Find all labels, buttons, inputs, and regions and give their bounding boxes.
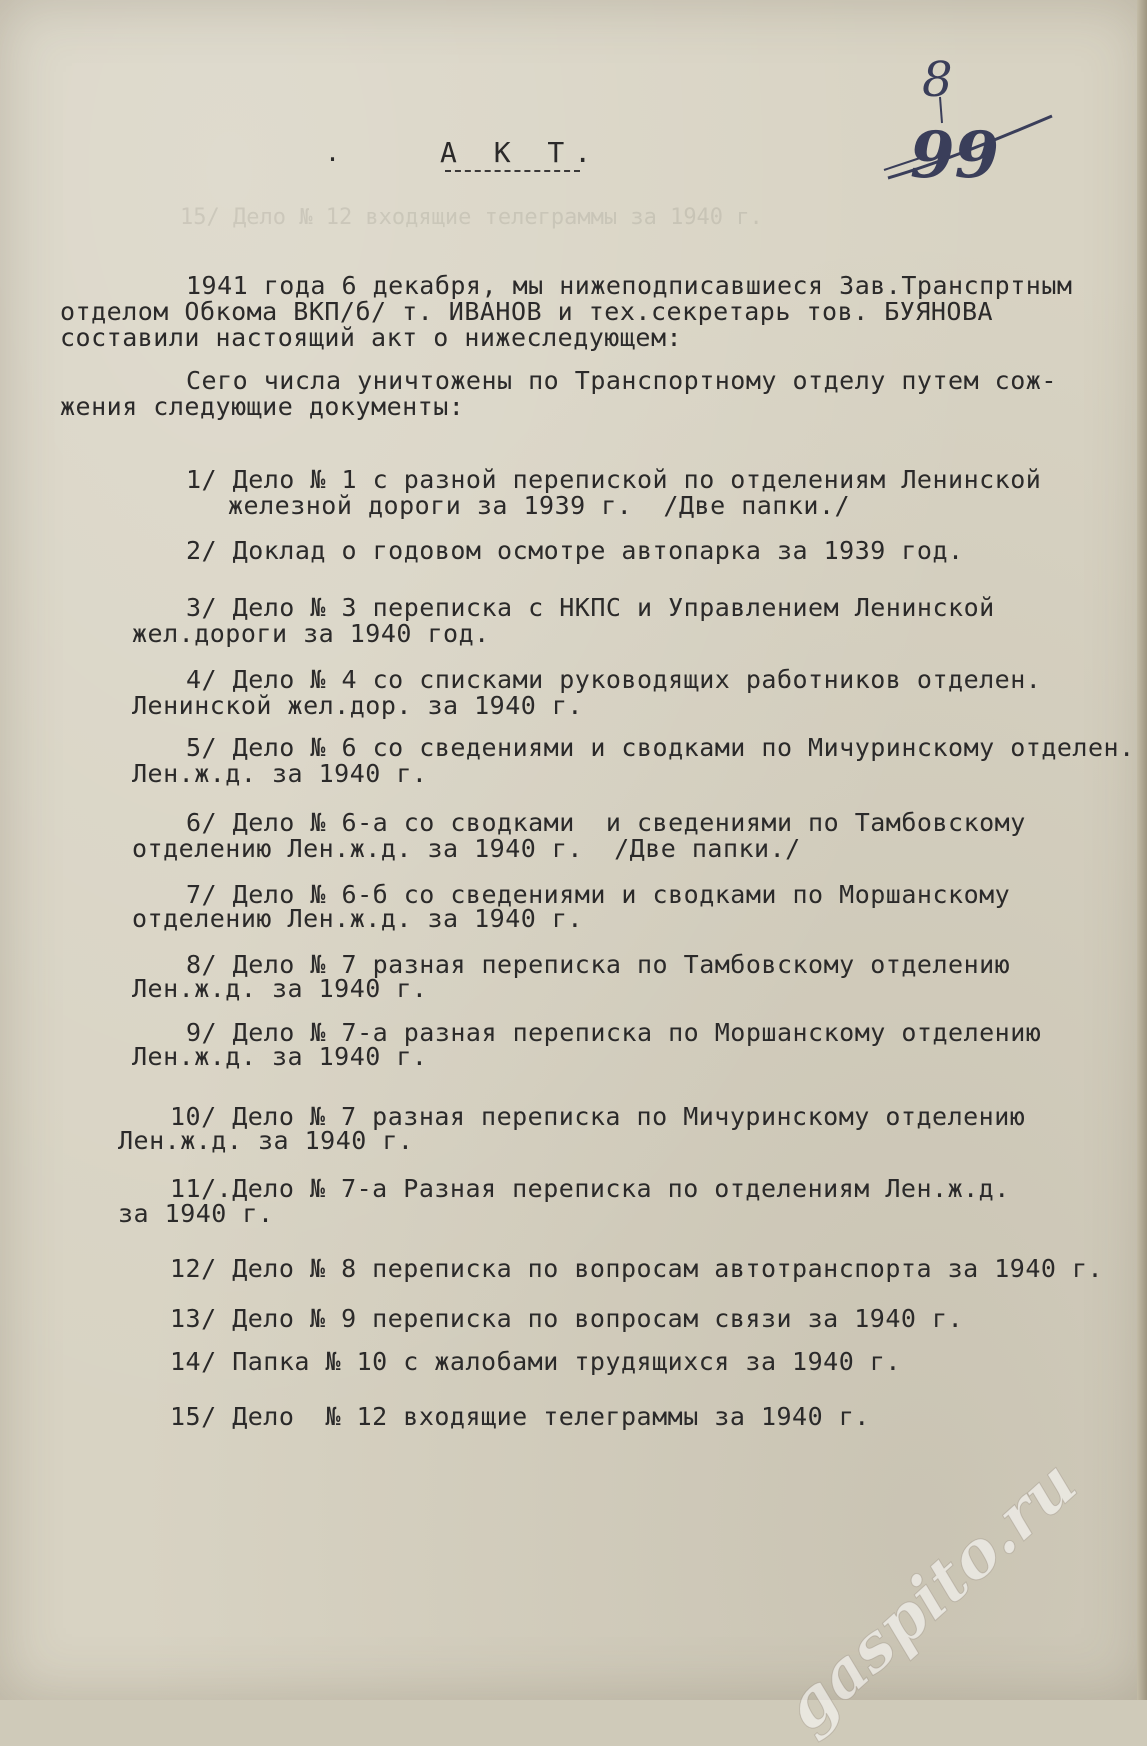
item-10-line-1: 10/ Дело № 7 разная переписка по Мичуринскому отделению [170,1102,1026,1131]
item-4-line-2: Ленинской жел.дор. за 1940 г. [132,691,583,720]
item-5-line-2: Лен.ж.д. за 1940 г. [132,759,428,788]
item-3-line-2: жел.дороги за 1940 год. [132,619,490,648]
item-13-line-1: 13/ Дело № 9 переписка по вопросам связи за 1940 г. [170,1304,964,1333]
item-12-line-1: 12/ Дело № 8 переписка по вопросам автотранспорта за 1940 г. [170,1254,1104,1283]
item-6-line-2: отделению Лен.ж.д. за 1940 г. /Две папки./ [132,834,801,863]
item-3-line-1: 3/ Дело № 3 переписка с НКПС и Управлением Ленинской [186,593,995,622]
item-8-line-2: Лен.ж.д. за 1940 г. [132,974,428,1003]
item-9-line-1: 9/ Дело № 7-а разная переписка по Моршанскому отделению [186,1018,1042,1047]
stray-dot: . [325,138,341,167]
statement-line-1: Сего числа уничтожены по Транспортному отделу путем сож- [186,366,1057,395]
strike-through-mark [880,108,1060,188]
item-4-line-1: 4/ Дело № 4 со списками руководящих работников отделен. [186,665,1042,694]
page-number-handwritten: 8 [922,52,953,108]
intro-line-2: отделом Обкома ВКП/б/ т. ИВАНОВ и тех.секретарь тов. БУЯНОВА [60,297,994,326]
item-11-line-1: 11/.Дело № 7-а Разная переписка по отделениям Лен.ж.д. [170,1174,1010,1203]
item-11-line-2: за 1940 г. [118,1199,274,1228]
item-8-line-1: 8/ Дело № 7 разная переписка по Тамбовскому отделению [186,950,1011,979]
intro-line-3: составили настоящий акт о нижеследующем: [60,323,683,352]
page-number-crossed: 99 [910,118,1000,193]
item-9-line-2: Лен.ж.д. за 1940 г. [132,1042,428,1071]
page-edge [1137,0,1147,1700]
item-15-line-1: 15/ Дело № 12 входящие телеграммы за 1940 г. [170,1402,870,1431]
item-2-line-1: 2/ Доклад о годовом осмотре автопарка за 1939 год. [186,536,964,565]
document-title: А К Т. [440,136,602,169]
item-1-line-1: 1/ Дело № 1 с разной перепиской по отделениям Ленинской [186,465,1042,494]
item-14-line-1: 14/ Папка № 10 с жалобами трудящихся за 1940 г. [170,1347,901,1376]
watermark: gaspito.ru [770,1445,1092,1746]
item-7-line-2: отделению Лен.ж.д. за 1940 г. [132,904,583,933]
item-1-line-2: железной дороги за 1939 г. /Две папки./ [228,491,851,520]
title-underline [445,170,580,172]
item-7-line-1: 7/ Дело № 6-б со сведениями и сводками по Моршанскому [186,880,1011,909]
item-6-line-1: 6/ Дело № 6-а со сводками и сведениями по Тамбовскому [186,808,1026,837]
intro-line-1: 1941 года 6 декабря, мы нижеподписавшиеся Зав.Транспртным [186,271,1073,300]
page-number-tick [930,95,950,125]
item-10-line-2: Лен.ж.д. за 1940 г. [118,1126,414,1155]
statement-line-2: жения следующие документы: [60,392,465,421]
bleed-through-text: 15/ Дело № 12 входящие телеграммы за 1940 г. [180,205,763,230]
item-5-line-1: 5/ Дело № 6 со сведениями и сводками по Мичуринскому отделен. [186,733,1135,762]
